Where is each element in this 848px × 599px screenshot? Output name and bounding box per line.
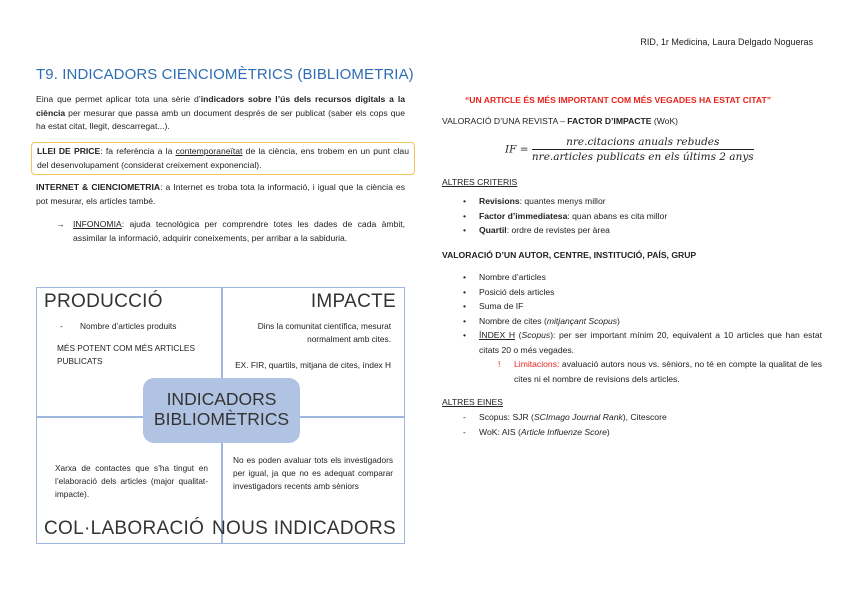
autor-heading: VALORACIÓ D’UN AUTOR, CENTRE, INSTITUCIÓ, PAÍS, GRUP [442,250,697,260]
limitacions-label: Limitacions: [514,359,560,369]
list-item [442,328,822,357]
item-label: Revisions [479,196,520,206]
quadrant-title-nous: NOUS INDICADORS [212,518,396,539]
intro-bold: indicadors sobre l’ús dels recursos digitals a la ciència [36,94,405,118]
produccio-dash: - [60,321,63,331]
price-law-box [31,142,415,175]
cites-text: Nombre de cites ( [479,315,547,326]
formula-fraction [532,136,754,163]
list-item: • Nombre d’articles [442,270,822,285]
price-text: : fa referència a la [100,146,176,156]
impacte-text: Dins la comunitat científica, mesurat normalment amb cites. [257,321,391,344]
wok-italic: Article Influenze Score [520,426,607,437]
indexh-italic: Scopus [521,330,551,340]
internet-label: INTERNET & CIENCIOMETRIA [36,182,161,192]
impact-factor-formula [505,136,754,163]
infonomia-paragraph [73,218,405,245]
quadrant-title-impacte: IMPACTE [310,291,396,312]
list-item: • Posició dels articles [442,285,822,300]
intro-text: Eina que permet aplicar tota una sèrie d’ [36,94,201,104]
altres-eines-heading: ALTRES EINES [442,397,503,407]
produccio-note: MÉS POTENT COM MÉS ARTICLES PUBLICATS [57,343,196,366]
infonomia-label: INFONOMIA [73,219,122,229]
cites-end: ) [617,315,620,326]
item-label: Quartil [479,225,507,235]
autor-list [442,270,822,386]
wok-end: ) [606,426,610,437]
altres-criteris-list [442,194,822,238]
list-item [442,314,822,329]
colaboracio-text: Xarxa de contactes que s’ha tingut en l’elaboració dels articles (major qualitat-impacte). [55,463,208,499]
price-label: LLEI DE PRICE [37,146,101,156]
list-item [442,425,822,440]
revista-heading-tail: (WoK) [651,116,679,126]
internet-text: : a Internet es troba tota la informació, i igual que la ciència es pot mesurar, els articles també. [36,182,405,206]
page-title: T9. INDICADORS CIENCIOMÈTRICS (BIBLIOMETRIA) [36,66,414,83]
quadrant-title-produccio: PRODUCCIÓ [44,291,163,312]
indexh-text-end: ): per ser important mínim 20, equivalent a 10 articles que han estat citats 20 o més vegades. [479,330,823,355]
limitacions-text: avaluació autors nous vs. sèniors, no té en compte la qualitat de les cites ni el nombre de revisions dels articles. [514,359,822,384]
wok-text: WoK: AIS ( [479,426,521,437]
scopus-italic: SCImago Journal Rank [533,412,623,422]
formula-numerator: nre.citacions anuals rebudes [532,136,754,150]
intro-paragraph [36,93,405,134]
center-label [143,378,300,443]
formula-lhs: IF = [505,143,529,156]
formula-denominator: nre.articles publicats en els últims 2 anys [531,151,754,163]
altres-eines-list [442,410,822,439]
revista-heading [442,114,678,129]
arrow-icon: → [56,219,65,229]
impacte-examples: EX. FIR, quartils, mitjana de cites, índex H [235,360,391,370]
item-text: : quantes menys millor [519,196,606,206]
center-label-line2: BIBLIOMÈTRICS [153,409,290,429]
item-text: : ordre de revistes per àrea [506,225,610,235]
revista-heading-text: VALORACIÓ D’UNA REVISTA – [442,116,568,126]
nous-text: No es poden avaluar tots els investigadors per igual, ja que no es adequat comparar investigadors recents amb sèniors [233,455,393,491]
quadrant-title-colaboracio: COL·LABORACIÓ [44,518,205,539]
list-item [442,410,822,425]
list-item: • Suma de IF [442,299,822,314]
warning-icon: ! [498,359,501,369]
list-item [442,357,822,386]
page-header: RID, 1r Medicina, Laura Delgado Nogueras [640,37,813,47]
center-label-line1: INDICADORS [166,389,277,409]
indexh-label: ÍNDEX H [479,330,516,340]
altres-criteris-heading: ALTRES CRITERIS [442,177,518,187]
infonomia-text: : ajuda tecnològica per comprendre totes les dades de cada àmbit, assimilar la informació, adquirir coneixements, per arribar a la sabiduria. [73,219,405,243]
list-item [442,194,822,209]
item-label: Factor d’immediatesa [479,210,568,221]
intro-text-end: per mesurar que passa amb un document després de ser publicat (saber els cops que ha estat citat, llegit, descarregat...). [36,107,405,131]
item-text: : quan abans es cita millor [567,210,668,221]
quote-heading: “UN ARTICLE ÉS MÉS IMPORTANT COM MÉS VEGADES HA ESTAT CITAT” [465,95,772,105]
price-text-end: de la ciència, ens trobem en un punt clau del desenvolupament (considerat creixement exponencial). [37,146,409,170]
produccio-item: Nombre d’articles produits [80,321,177,331]
revista-heading-bold: FACTOR D’IMPACTE [567,116,652,126]
indexh-text: ( [515,330,522,340]
list-item [442,223,822,238]
cites-italic: mitjançant Scopus [546,315,618,326]
internet-paragraph [36,181,405,208]
scopus-end: ), Citescore [622,412,667,422]
list-item [442,209,822,224]
scopus-text: Scopus: SJR ( [479,412,534,422]
price-underlined: contemporaneïtat [175,146,243,156]
